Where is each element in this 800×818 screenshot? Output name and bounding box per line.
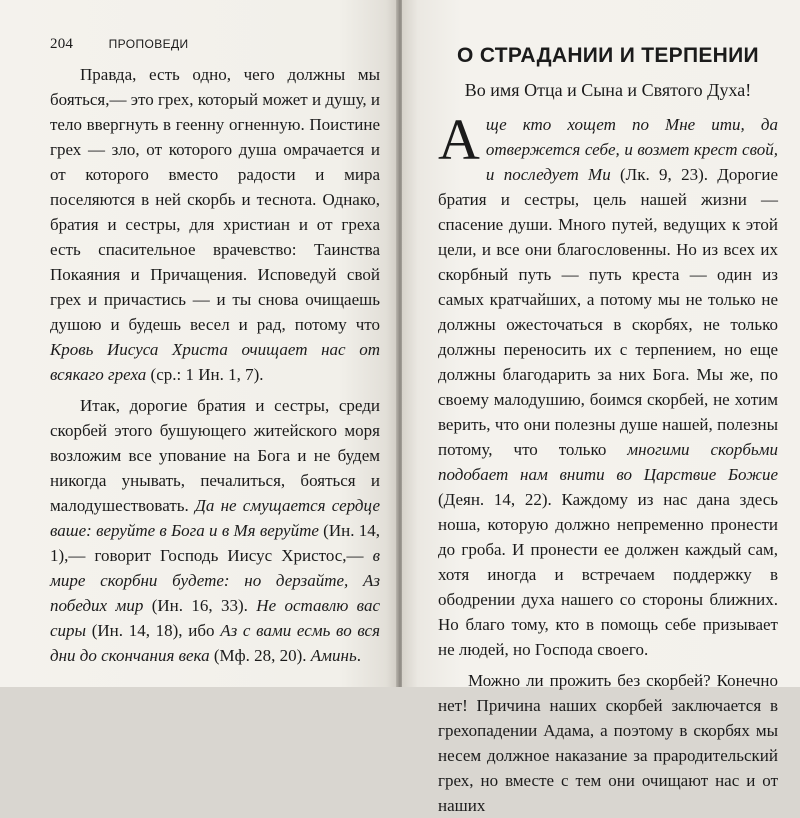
- paragraph: Правда, есть одно, чего должны мы бояться,— это грех, который может и душу, и тело ввергнуть в геенну огненную. Поистине грех — зло, от которого душа омрачается и от которого вместо радости и мира поселяются в ней скорбь и теснота. Однако, братия и сестры, для христиан и от греха есть спасительное врачевство: Таинства Покаяния и Причащения. Исповедуй свой грех и причастись — и ты снова очищаешь душою и будешь весел и рад, потому что Кровь Иисуса Христа очищает нас от всякаго греха (ср.: 1 Ин. 1, 7).: [50, 65, 380, 384]
- left-body-text: [50, 62, 380, 668]
- right-page: [402, 0, 800, 815]
- page-number: 204: [50, 36, 74, 52]
- running-head: [50, 36, 189, 53]
- right-body-text: [438, 107, 779, 818]
- italic-quote: Аз с вами есмь во вся дни до скончания века: [50, 621, 380, 665]
- invocation: Во имя Отца и Сына и Святого Духа!: [464, 80, 752, 100]
- paragraph: [438, 107, 779, 662]
- paragraph: Итак, дорогие братия и сестры, среди скорбей этого бушующего житейского моря возложим все упование на Бога и не будем никогда унывать, печалиться, бояться и малодушествовать. Да не смущается сердце ваше: веруйте в Бога и в Мя веруйте (Ин. 14, 1),— говорит Господь Иисус Христос,— в мире скорбни будете: но дерзайте, Аз победих мир (Ин. 16, 33). Не оставлю вас сиры (Ин. 14, 18), ибо Аз с вами есмь во вся дни до скончания века (Мф. 28, 20). Аминь.: [50, 396, 381, 665]
- drop-cap: А: [438, 107, 480, 172]
- italic-quote: многими скорбьми подобает нам внити во Царствие Божие: [438, 440, 778, 484]
- italic-quote: Аминь: [310, 646, 357, 665]
- italic-quote: Кровь Иисуса Христа очищает нас от всякаго греха: [50, 340, 380, 384]
- italic-quote: Да не смущается сердце ваше: веруйте в Бога и в Мя веруйте: [50, 496, 381, 540]
- paragraph: Можно ли прожить без скорбей? Конечно нет! Причина наших скорбей заключается в грехопадении Адама, а поэтому в скорбях мы несем должное наказание за прародительский грех, но вместе с тем они очищают нас и от наших: [438, 671, 778, 815]
- chapter-title: О СТРАДАНИИ И ТЕРПЕНИИ: [457, 44, 759, 67]
- italic-quote: ще кто хощет по Мне ити, да отвержется себе, и возмет крест свой, и последует Ми: [485, 115, 778, 184]
- paragraph-runs: ще кто хощет по Мне ити, да отвержется себе, и возмет крест свой, и последует Ми (Лк. 9, 23). Дорогие братия и сестры, цель нашей жизни — спасение души. Много путей, ведущих к этой цели, и все они благословенны. Но из всех их скорбный путь — путь креста — один из самых кратчайших, а потому мы не только не должны ожесточаться в скорбях, не только должны переносить их с терпением, но еще должны благодарить за них Бога. Мы же, по своему малодушию, боимся скорбей, не хотим верить, что они полезны душе нашей, полезны потому, что только многими скорбьми подобает нам внити во Царствие Божие (Деян. 14, 22). Каждому из нас дана здесь ноша, которую должно непременно пронести до гроба. И пронести ее должен каждый сам, хотя иногда и встречаем поддержку в ободрении духа нашего со стороны ближних. Но благо тому, кто в помощь себе призывает не людей, но Господа своего.: [438, 115, 779, 659]
- left-page: [0, 0, 398, 687]
- italic-quote: в мире скорбни будете: но дерзайте, Аз победих мир: [50, 546, 380, 615]
- italic-quote: Не оставлю вас сиры: [50, 596, 380, 640]
- running-head-title: ПРОПОВЕДИ: [108, 37, 189, 51]
